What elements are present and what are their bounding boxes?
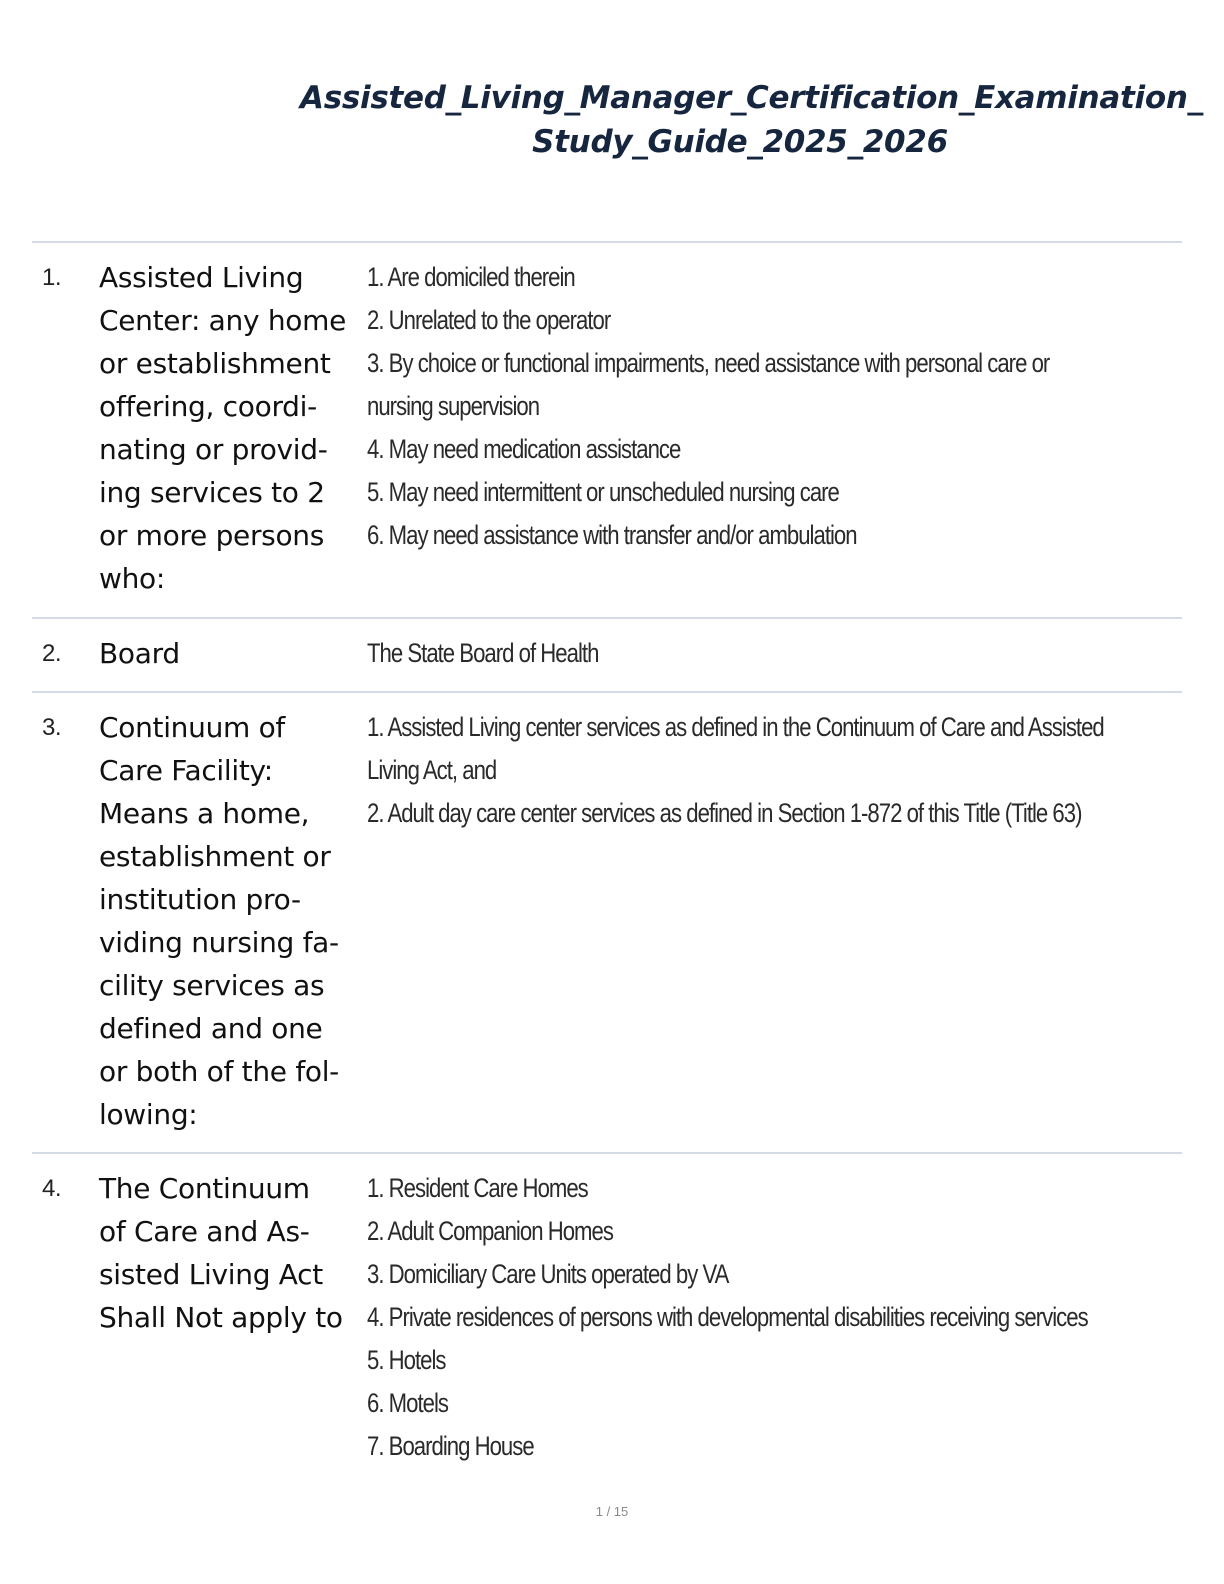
- page-indicator: 1 / 15: [595, 1504, 629, 1519]
- term-line: sisted Living Act: [99, 1258, 323, 1291]
- term-line: defined and one: [99, 1012, 323, 1045]
- definition-line: 3. By choice or functional impairments, need assistance with personal care or: [367, 348, 1050, 378]
- definition-line: 4. Private residences of persons with developmental disabilities receiving services: [367, 1302, 1088, 1332]
- term-line: of Care and As-: [99, 1215, 310, 1248]
- definition-line: nursing supervision: [367, 391, 540, 421]
- term-line: Shall Not apply to: [99, 1301, 343, 1334]
- term-line: viding nursing fa-: [99, 926, 339, 959]
- flashcard-row: [32, 617, 1182, 691]
- entry-number: 3.: [42, 714, 62, 741]
- definition-line: 2. Adult Companion Homes: [367, 1216, 613, 1246]
- entry-definition: [367, 706, 1104, 835]
- entry-number: 2.: [42, 640, 62, 667]
- term-line: offering, coordi-: [99, 390, 317, 423]
- entry-definition: [367, 632, 1031, 675]
- flashcard-row: [32, 241, 1182, 617]
- term-line: nating or provid-: [99, 433, 328, 466]
- definition-line: 4. May need medication assistance: [367, 434, 681, 464]
- entry-term: [99, 706, 365, 1136]
- entry-term: [99, 1167, 365, 1339]
- term-line: ing services to 2: [99, 476, 325, 509]
- flashcard-row: [32, 691, 1182, 1152]
- flashcard-list: [32, 241, 1182, 1482]
- entry-term: [99, 632, 365, 675]
- document-title-line-1: Assisted_Living_Manager_Certification_Examination_: [300, 80, 1203, 116]
- term-line: Care Facility:: [99, 754, 273, 787]
- term-line: who:: [99, 562, 166, 595]
- definition-line: 6. Motels: [367, 1388, 448, 1418]
- definition-line: 2. Adult day care center services as defined in Section 1-872 of this Title (Title 63): [367, 798, 1082, 828]
- definition-line: The State Board of Health: [367, 638, 599, 668]
- term-line: establishment or: [99, 840, 331, 873]
- entry-definition: [367, 1167, 1088, 1468]
- definition-line: 2. Unrelated to the operator: [367, 305, 611, 335]
- definition-line: 1. Are domiciled therein: [367, 262, 575, 292]
- definition-line: 5. Hotels: [367, 1345, 446, 1375]
- term-line: cility services as: [99, 969, 325, 1002]
- entry-number: 4.: [42, 1175, 62, 1202]
- flashcard-row: [32, 1152, 1182, 1482]
- definition-line: 7. Boarding House: [367, 1431, 534, 1461]
- entry-definition: [367, 256, 1050, 557]
- definition-line: 1. Resident Care Homes: [367, 1173, 588, 1203]
- document-title: [300, 76, 1203, 164]
- term-line: institution pro-: [99, 883, 301, 916]
- term-line: Means a home,: [99, 797, 310, 830]
- entry-term: [99, 256, 365, 600]
- term-line: lowing:: [99, 1098, 198, 1131]
- term-line: or more persons: [99, 519, 325, 552]
- definition-line: 6. May need assistance with transfer and/or ambulation: [367, 520, 857, 550]
- term-line: Board: [99, 637, 180, 670]
- term-line: or both of the fol-: [99, 1055, 339, 1088]
- definition-line: Living Act, and: [367, 755, 497, 785]
- document-title-line-2: Study_Guide_2025_2026: [532, 124, 948, 160]
- definition-line: 1. Assisted Living center services as defined in the Continuum of Care and Assisted: [367, 712, 1104, 742]
- definition-line: 5. May need intermittent or unscheduled nursing care: [367, 477, 839, 507]
- term-line: or establishment: [99, 347, 331, 380]
- term-line: Continuum of: [99, 711, 285, 744]
- term-line: The Continuum: [99, 1172, 310, 1205]
- term-line: Assisted Living: [99, 261, 304, 294]
- entry-number: 1.: [42, 264, 62, 291]
- definition-line: 3. Domiciliary Care Units operated by VA: [367, 1259, 729, 1289]
- term-line: Center: any home: [99, 304, 347, 337]
